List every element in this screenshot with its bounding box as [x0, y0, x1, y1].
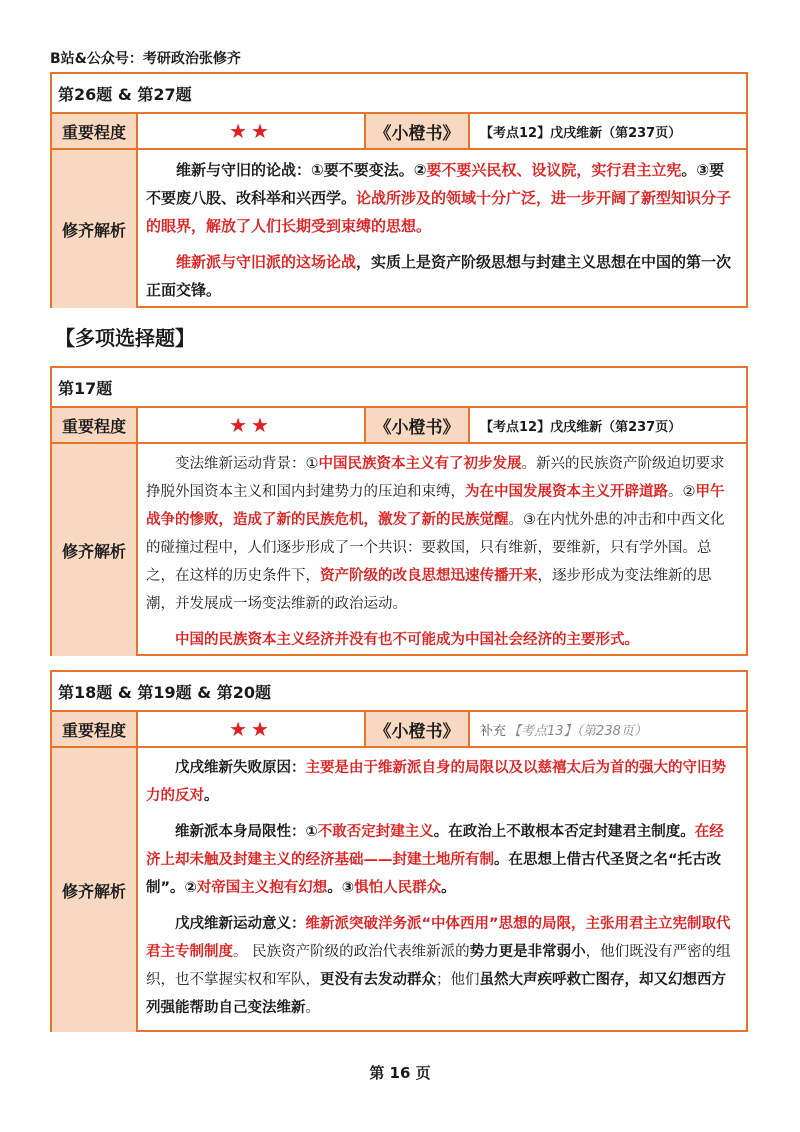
question-title: 第26题 & 第27题 — [52, 74, 746, 114]
book-label: 《小橙书》 — [366, 408, 470, 442]
importance-label: 重要程度 — [52, 114, 138, 148]
page-number: 第 16 页 — [369, 1064, 431, 1082]
analysis-paragraph: 戊戌维新失败原因：主要是由于维新派自身的局限以及以慈禧太后为首的强大的守旧势力的反对。 — [146, 760, 726, 804]
book-label: 《小橙书》 — [366, 114, 470, 148]
analysis-label: 修齐解析 — [52, 444, 138, 656]
question-block-26-27 — [50, 72, 748, 308]
importance-row — [52, 408, 746, 444]
kaodian-ref: 【考点12】戊戌维新（第237页） — [480, 125, 682, 141]
analysis-label: 修齐解析 — [52, 150, 138, 308]
analysis-content — [138, 150, 746, 308]
analysis-row — [52, 748, 746, 1032]
analysis-content — [138, 444, 746, 656]
importance-label: 重要程度 — [52, 408, 138, 442]
importance-row — [52, 712, 746, 748]
analysis-label: 修齐解析 — [52, 748, 138, 1032]
analysis-paragraph: 戊戌维新运动意义：维新派突破洋务派“中体西用”思想的局限，主张用君主立宪制取代君主专制制度。 民族资产阶级的政治代表维新派的势力更是非常弱小，他们既没有严密的组织，也不掌握实权和军队，更没有去发动群众；他们虽然大声疾呼救亡图存，却又幻想西方列强能帮助自己变法维新。 — [146, 916, 731, 1016]
analysis-row — [52, 444, 746, 656]
question-title: 第17题 — [52, 368, 746, 408]
kaodian-ref: 补充 【考点13】（第238页） — [480, 723, 647, 739]
analysis-row — [52, 150, 746, 308]
importance-row — [52, 114, 746, 150]
importance-stars: ★★ — [138, 114, 366, 148]
analysis-paragraph: 维新与守旧的论战：①要不要变法。②要不要兴民权、设议院，实行君主立宪。③要不要废八股、改科举和兴西学。论战所涉及的领域十分广泛，进一步开阔了新型知识分子的眼界，解放了人们长期受到束缚的思想。 — [146, 161, 732, 235]
question-block-17 — [50, 366, 748, 656]
kaodian-ref: 【考点12】戊戌维新（第237页） — [480, 419, 682, 435]
analysis-content — [138, 748, 746, 1032]
page-header: B站&公众号：考研政治张修齐 — [50, 51, 241, 67]
book-label: 《小橙书》 — [366, 712, 470, 746]
analysis-paragraph: 维新派本身局限性：①不敢否定封建主义。在政治上不敢根本否定封建君主制度。在经济上却未触及封建主义的经济基础——封建土地所有制。在思想上借古代圣贤之名“托古改制”。②对帝国主义抱有幻想。③惧怕人民群众。 — [146, 824, 724, 896]
analysis-paragraph: 维新派与守旧派的这场论战，实质上是资产阶级思想与封建主义思想在中国的第一次正面交锋。 — [146, 253, 732, 299]
importance-label: 重要程度 — [52, 712, 138, 746]
analysis-paragraph: 变法维新运动背景：①中国民族资本主义有了初步发展。新兴的民族资产阶级迫切要求挣脱外国资本主义和国内封建势力的压迫和束缚，为在中国发展资本主义开辟道路。②甲午战争的惨败，造成了新的民族危机，激发了新的民族觉醒。③在内忧外患的冲击和中西文化的碰撞过程中，人们逐步形成了一个共识：要救国，只有维新，要维新，只有学外国。总之，在这样的历史条件下，资产阶级的改良思想迅速传播开来，逐步形成为变法维新的思潮，并发展成一场变法维新的政治运动。 — [146, 456, 725, 612]
importance-stars: ★★ — [138, 408, 366, 442]
importance-stars: ★★ — [138, 712, 366, 746]
section-title: 【多项选择题】 — [55, 326, 195, 350]
question-title: 第18题 & 第19题 & 第20题 — [52, 672, 746, 712]
question-block-18-19-20 — [50, 670, 748, 1032]
analysis-paragraph: 中国的民族资本主义经济并没有也不可能成为中国社会经济的主要形式。 — [175, 632, 639, 648]
